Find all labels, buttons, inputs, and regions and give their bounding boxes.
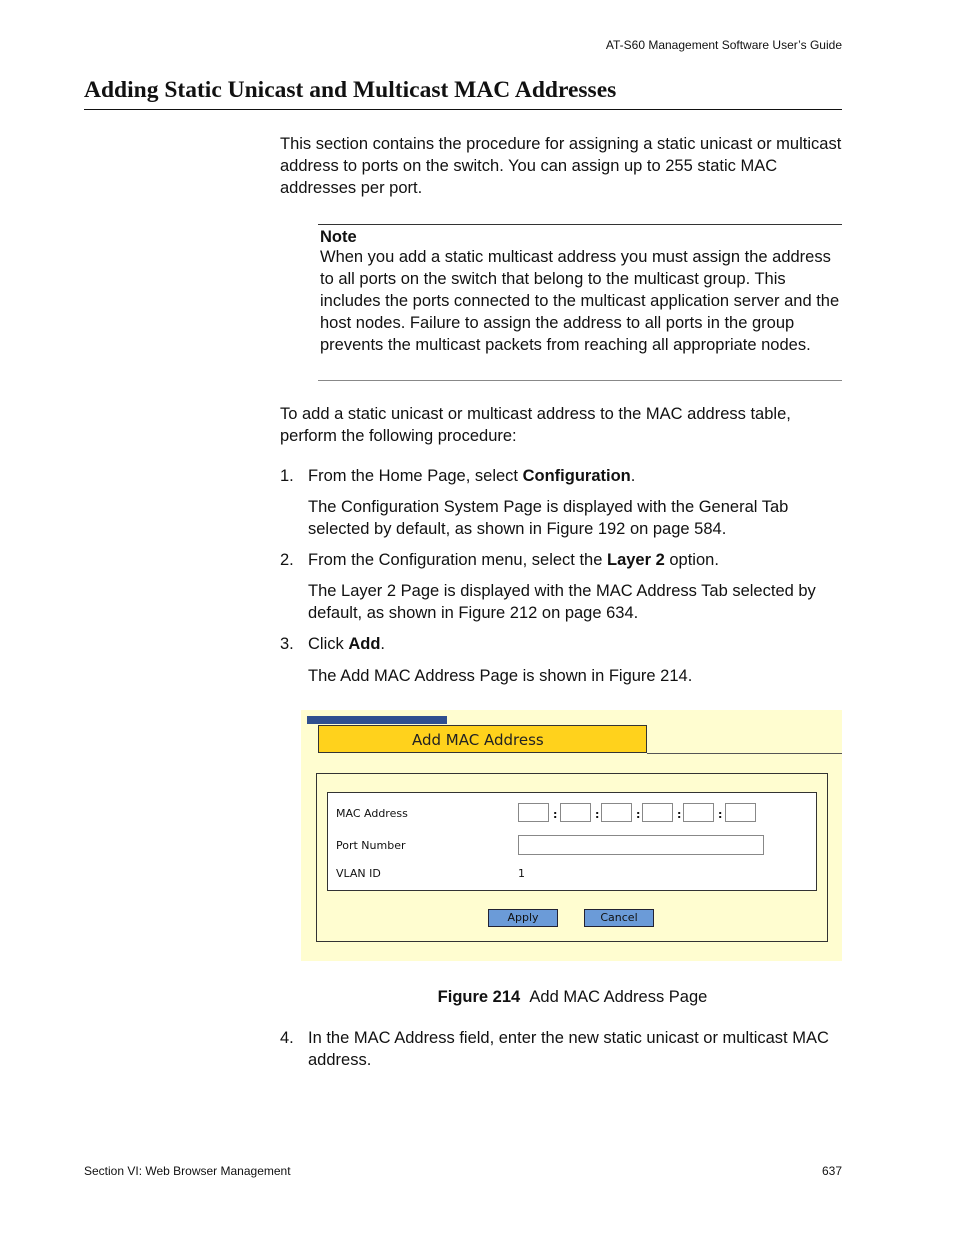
apply-button[interactable]: Apply	[488, 909, 558, 927]
tab-add-mac-address[interactable]	[318, 725, 647, 753]
page-number: 637	[821, 1164, 842, 1178]
note-label: Note	[320, 228, 357, 246]
step-number: 2.	[280, 551, 294, 569]
mac-separator: :	[677, 808, 682, 821]
mac-separator: :	[595, 808, 600, 821]
ui-term: Layer 2	[606, 551, 665, 569]
figure-header-bar	[307, 716, 447, 724]
mac-octet-input[interactable]	[683, 803, 714, 822]
figure-caption: Figure 214 Add MAC Address Page	[437, 988, 708, 1006]
step-instruction: From the Home Page, select Configuration.	[308, 467, 636, 485]
mac-separator: :	[718, 808, 723, 821]
mac-octet-input[interactable]	[518, 803, 549, 822]
footer-section: Section VI: Web Browser Management	[84, 1164, 291, 1178]
mac-octet-input[interactable]	[642, 803, 673, 822]
note-top-rule	[318, 224, 842, 225]
step-number: 1.	[280, 467, 294, 485]
running-header: AT-S60 Management Software User’s Guide	[605, 38, 842, 52]
ui-term: Configuration	[522, 467, 631, 485]
step-number: 3.	[280, 635, 294, 653]
note-text: When you add a static multicast address you must assign the address to all ports on the switch that belong to the multicast group. This includes the ports connected to the multicast application server and the host nodes. Failure to assign the address to all ports in the group prevents the multicast packets from reaching all appropriate nodes.	[320, 248, 840, 354]
vlan-id-label: VLAN ID	[336, 867, 381, 880]
title-rule	[84, 109, 842, 110]
note-bottom-rule	[318, 380, 842, 381]
mac-address-label: MAC Address	[336, 807, 408, 820]
step-detail: The Configuration System Page is displayed with the General Tab selected by default, as shown in Figure 192 on page 584.	[308, 498, 789, 538]
mac-octet-input[interactable]	[601, 803, 632, 822]
step-detail: The Layer 2 Page is displayed with the MAC Address Tab selected by default, as shown in Figure 212 on page 634.	[308, 582, 816, 622]
mac-octet-input[interactable]	[725, 803, 756, 822]
step-instruction: In the MAC Address field, enter the new static unicast or multicast MAC address.	[308, 1029, 829, 1069]
procedure-intro: To add a static unicast or multicast address to the MAC address table, perform the following procedure:	[280, 405, 791, 445]
step-instruction: Click Add.	[308, 635, 386, 653]
port-number-input[interactable]	[518, 835, 764, 855]
cancel-button[interactable]: Cancel	[584, 909, 654, 927]
section-title: Adding Static Unicast and Multicast MAC Addresses	[84, 77, 617, 103]
step-instruction: From the Configuration menu, select the Layer 2 option.	[308, 551, 719, 569]
mac-octet-input[interactable]	[560, 803, 591, 822]
tab-label: Add MAC Address	[412, 731, 544, 749]
mac-separator: :	[553, 808, 558, 821]
port-number-label: Port Number	[336, 839, 406, 852]
ui-term: Add	[348, 635, 381, 653]
step-number: 4.	[280, 1029, 294, 1047]
step-detail: The Add MAC Address Page is shown in Figure 214.	[308, 667, 693, 685]
intro-paragraph: This section contains the procedure for assigning a static unicast or multicast address to ports on the switch. You can assign up to 255 static MAC addresses per port.	[280, 135, 842, 197]
tab-baseline	[647, 753, 842, 754]
figure-number: Figure 214	[437, 988, 521, 1006]
vlan-id-value: 1	[518, 867, 525, 880]
mac-separator: :	[636, 808, 641, 821]
